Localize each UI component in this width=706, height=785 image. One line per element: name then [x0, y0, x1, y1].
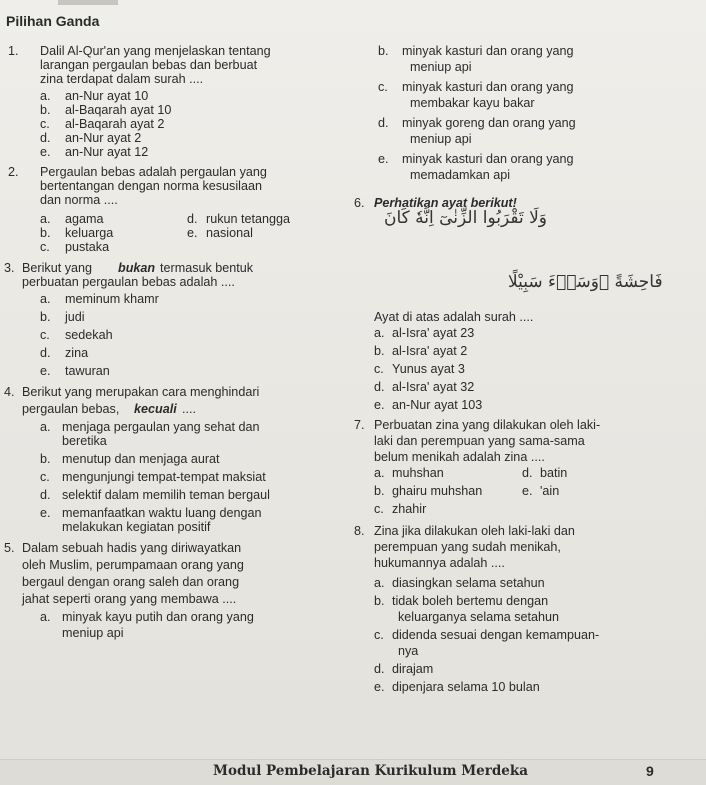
right-text-5: membakar kayu bakar — [410, 96, 535, 110]
right-text-37: c. — [374, 502, 384, 516]
section-title: Pilihan Ganda — [6, 13, 100, 29]
right-text-14: Ayat di atas adalah surah .... — [374, 310, 534, 324]
left-text-16: bertentangan dengan norma kesusilaan — [40, 179, 262, 193]
right-text-19: c. — [374, 362, 384, 376]
left-text-10: d. — [40, 131, 51, 145]
left-text-13: an-Nur ayat 12 — [65, 145, 149, 159]
right-text-40: Zina jika dilakukan oleh laki-laki dan — [374, 524, 575, 538]
left-text-25: nasional — [206, 226, 253, 240]
left-text-3: zina terdapat dalam surah .... — [40, 72, 204, 86]
left-text-63: bergaul dengan orang saleh dan orang — [22, 575, 240, 589]
left-text-12: e. — [40, 145, 51, 159]
right-text-11: memadamkan api — [410, 168, 511, 182]
left-text-5: an-Nur ayat 10 — [65, 89, 149, 103]
right-text-47: keluarganya selama setahun — [398, 610, 560, 624]
right-text-21: d. — [374, 380, 385, 394]
left-text-65: a. — [40, 610, 51, 624]
left-text-31: termasuk bentuk — [160, 261, 254, 275]
left-text-45: pergaulan bebas, — [22, 402, 120, 416]
right-text-2: meniup api — [410, 60, 472, 74]
left-text-0: 1. — [8, 44, 19, 58]
right-text-31: d. — [522, 466, 533, 480]
top-edge-mark — [58, 0, 118, 5]
left-text-44: Berikut yang merupakan cara menghindari — [22, 385, 260, 399]
left-text-32: perbuatan pergaulan bebas adalah .... — [22, 275, 235, 289]
left-text-35: b. — [40, 310, 51, 324]
left-text-20: d. — [187, 212, 198, 226]
left-text-19: agama — [65, 212, 104, 226]
right-text-38: zhahir — [392, 502, 427, 516]
footer-title: Modul Pembelajaran Kurikulum Merdeka — [213, 763, 528, 779]
right-text-6: d. — [378, 116, 389, 130]
right-text-54: dipenjara selama 10 bulan — [392, 680, 540, 694]
left-text-33: a. — [40, 292, 51, 306]
right-text-32: batin — [540, 466, 568, 480]
left-text-47: .... — [182, 402, 196, 416]
right-text-13: Perhatikan ayat berikut! — [374, 196, 517, 210]
left-text-61: Dalam sebuah hadis yang diriwayatkan — [22, 541, 242, 555]
left-text-29: Berikut yang — [22, 261, 93, 275]
left-text-17: dan norma .... — [40, 193, 118, 207]
left-text-51: b. — [40, 452, 51, 466]
right-text-3: c. — [378, 80, 388, 94]
right-text-23: e. — [374, 398, 385, 412]
left-text-67: meniup api — [62, 626, 124, 640]
right-text-33: b. — [374, 484, 385, 498]
left-text-59: melakukan kegiatan positif — [62, 520, 211, 534]
left-text-39: d. — [40, 346, 51, 360]
right-text-49: didenda sesuai dengan kemampuan- — [392, 628, 600, 642]
right-text-53: e. — [374, 680, 385, 694]
left-text-48: a. — [40, 420, 51, 434]
left-text-8: c. — [40, 117, 50, 131]
right-text-27: laki dan perempuan yang sama-sama — [374, 434, 585, 448]
arabic-verse-line-2: فَاحِشَةً ۗوَسَاۤءَ سَبِيْلًا — [508, 272, 663, 292]
right-text-9: e. — [378, 152, 389, 166]
right-text-36: 'ain — [540, 484, 560, 498]
right-text-48: c. — [374, 628, 384, 642]
left-text-50: beretika — [62, 434, 107, 448]
right-text-18: al-Isra' ayat 2 — [392, 344, 468, 358]
left-text-21: rukun tetangga — [206, 212, 291, 226]
left-text-11: an-Nur ayat 2 — [65, 131, 142, 145]
right-text-10: minyak kasturi dan orang yang — [402, 152, 574, 166]
right-text-24: an-Nur ayat 103 — [392, 398, 483, 412]
left-text-36: judi — [65, 310, 85, 324]
right-text-34: ghairu muhshan — [392, 484, 483, 498]
left-text-6: b. — [40, 103, 51, 117]
right-text-35: e. — [522, 484, 533, 498]
left-text-53: c. — [40, 470, 50, 484]
right-text-25: 7. — [354, 418, 365, 432]
right-text-39: 8. — [354, 524, 365, 538]
right-text-51: d. — [374, 662, 385, 676]
right-text-1: minyak kasturi dan orang yang — [402, 44, 574, 58]
left-text-41: e. — [40, 364, 51, 378]
right-text-43: a. — [374, 576, 385, 590]
left-text-46: kecuali — [134, 402, 177, 416]
page-number: 9 — [646, 763, 654, 779]
left-text-28: 3. — [4, 261, 15, 275]
right-text-45: b. — [374, 594, 385, 608]
left-text-42: tawuran — [65, 364, 110, 378]
right-text-22: al-Isra' ayat 32 — [392, 380, 475, 394]
left-text-22: b. — [40, 226, 51, 240]
left-text-23: keluarga — [65, 226, 114, 240]
left-text-58: memanfaatkan waktu luang dengan — [62, 506, 262, 520]
left-text-64: jahat seperti orang yang membawa .... — [22, 592, 237, 606]
left-text-24: e. — [187, 226, 198, 240]
left-text-57: e. — [40, 506, 51, 520]
right-text-16: al-Isra' ayat 23 — [392, 326, 475, 340]
left-text-38: sedekah — [65, 328, 113, 342]
right-text-30: muhshan — [392, 466, 444, 480]
left-text-34: meminum khamr — [65, 292, 159, 306]
right-text-15: a. — [374, 326, 385, 340]
right-text-0: b. — [378, 44, 389, 58]
right-text-46: tidak boleh bertemu dengan — [392, 594, 549, 608]
left-text-4: a. — [40, 89, 51, 103]
left-text-40: zina — [65, 346, 89, 360]
left-text-62: oleh Muslim, perumpamaan orang yang — [22, 558, 244, 572]
left-text-1: Dalil Al-Qur'an yang menjelaskan tentang — [40, 44, 271, 58]
left-text-15: Pergaulan bebas adalah pergaulan yang — [40, 165, 267, 179]
right-text-8: meniup api — [410, 132, 472, 146]
left-text-18: a. — [40, 212, 51, 226]
right-text-50: nya — [398, 644, 419, 658]
left-text-56: selektif dalam memilih teman bergaul — [62, 488, 270, 502]
right-text-28: belum menikah adalah zina .... — [374, 450, 545, 464]
left-text-9: al-Baqarah ayat 2 — [65, 117, 165, 131]
left-text-54: mengunjungi tempat-tempat maksiat — [62, 470, 266, 484]
right-text-52: dirajam — [392, 662, 434, 676]
left-text-37: c. — [40, 328, 50, 342]
left-text-30: bukan — [118, 261, 156, 275]
left-text-14: 2. — [8, 165, 19, 179]
left-text-55: d. — [40, 488, 51, 502]
arabic-verse-line-1: وَلَا تَقْرَبُوا الزِّنٰىٓ اِنَّهٗ كَانَ — [384, 208, 547, 228]
right-text-42: hukumannya adalah .... — [374, 556, 505, 570]
right-text-17: b. — [374, 344, 385, 358]
right-text-12: 6. — [354, 196, 365, 210]
left-text-26: c. — [40, 240, 50, 254]
left-text-49: menjaga pergaulan yang sehat dan — [62, 420, 260, 434]
right-text-44: diasingkan selama setahun — [392, 576, 545, 590]
right-text-20: Yunus ayat 3 — [392, 362, 465, 376]
left-text-27: pustaka — [65, 240, 110, 254]
left-text-7: al-Baqarah ayat 10 — [65, 103, 172, 117]
right-text-41: perempuan yang sudah menikah, — [374, 540, 561, 554]
right-text-7: minyak goreng dan orang yang — [402, 116, 576, 130]
right-text-26: Perbuatan zina yang dilakukan oleh laki- — [374, 418, 601, 432]
right-text-29: a. — [374, 466, 385, 480]
left-text-66: minyak kayu putih dan orang yang — [62, 610, 254, 624]
left-text-52: menutup dan menjaga aurat — [62, 452, 220, 466]
left-text-60: 5. — [4, 541, 15, 555]
left-text-2: larangan pergaulan bebas dan berbuat — [40, 58, 258, 72]
right-text-4: minyak kasturi dan orang yang — [402, 80, 574, 94]
left-text-43: 4. — [4, 385, 15, 399]
